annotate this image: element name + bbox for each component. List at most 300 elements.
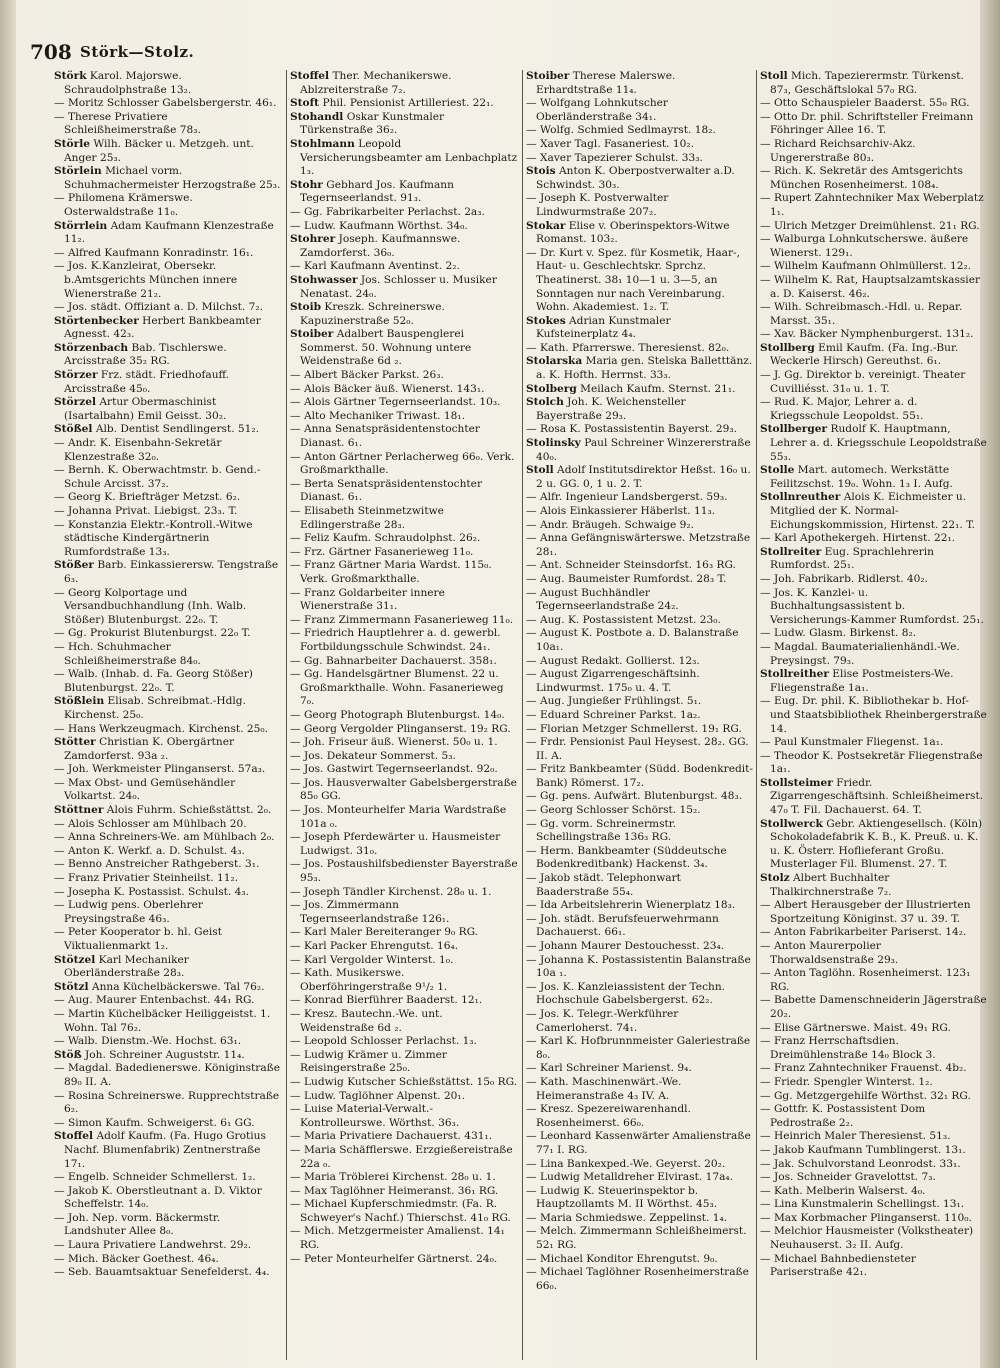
entry-text: — Georg K. Briefträger Metzst. 6₂. <box>54 491 241 504</box>
entry-surname: Stolarska <box>526 355 583 368</box>
entry-text: — Babette Damenschneiderin Jägerstraße 20₂. <box>760 994 987 1020</box>
entry-text: Adalbert Bauspenglerei Sommerst. 50. Wohnung untere Weidenstraße 6d ₂. <box>300 328 472 368</box>
entry-text: — Johann Maurer Destouchesst. 23₄. <box>526 940 725 952</box>
entry-text: Gebhard Jos. Kaufmann Tegernseerlandst. 91₃. <box>300 178 454 205</box>
directory-entry <box>290 1035 518 1049</box>
page-binding-edge <box>0 0 16 1368</box>
entry-text: — Rosina Schreinerswe. Rupprechtstraße 6₂. <box>54 1089 280 1116</box>
directory-entry <box>760 1171 988 1185</box>
column-divider <box>286 70 287 1360</box>
directory-entry <box>760 165 988 192</box>
directory-entry <box>290 587 518 614</box>
entry-text: — Joh. städt. Berufsfeuerwehrmann Dachauerst. 66₁. <box>526 912 719 939</box>
entry-text: — Paul Kunstmaler Fliegenst. 1a₁. <box>760 736 944 749</box>
directory-entry <box>526 1076 754 1103</box>
entry-text: — Walburga Lohnkutscherswe. äußere Wienerst. 129₁. <box>760 233 969 259</box>
entry-text: — Maria Schmiedswe. Zeppelinst. 1₄. <box>526 1211 728 1224</box>
entry-text: — Leopold Schlosser Perlachst. 1₃. <box>290 1035 477 1048</box>
entry-text: — Magdal. Baumaterialienhändl.-We. Preysingst. 79₃. <box>760 640 960 667</box>
entry-text: — Wolfg. Schmied Sedlmayrst. 18₂. <box>526 124 716 137</box>
entry-text: Herbert Bankbeamter Agnesst. 42₃. <box>64 314 261 341</box>
directory-entry <box>760 423 988 464</box>
directory-entry <box>54 1049 282 1063</box>
entry-text: — Aug. K. Postassistent Metzst. 23₀. <box>526 613 721 626</box>
entry-text: — Jos. städt. Offiziant a. D. Milchst. 7₂. <box>54 301 263 314</box>
entry-text: — Dr. Kurt v. Spez. für Kosmetik, Haar-, Haut- u. Geschlechtskr. Sprchz. Theatinerst. 38₁ 10—1 u. 3—5, an Sonntagen nur nach Vereinbarung. Wohn. Akademiest. 1₂. T. <box>526 246 740 314</box>
entry-surname: Stolberg <box>526 382 577 395</box>
directory-entry <box>290 614 518 628</box>
directory-entry <box>760 260 988 274</box>
directory-entry <box>54 668 282 695</box>
directory-entry <box>54 1253 282 1267</box>
entry-text: — Laura Privatiere Landwehrst. 29₂. <box>54 1239 252 1252</box>
entry-text: — Eduard Schreiner Parkst. 1a₂. <box>526 708 701 721</box>
entry-text: — Wolfgang Lohnkutscher Oberländerstraße 34₁. <box>526 97 668 123</box>
entry-text: — Gottfr. K. Postassistent Dom Pedrostraße 2₂. <box>760 1103 926 1129</box>
entry-surname: Stohrer <box>290 233 336 246</box>
directory-entry <box>54 845 282 859</box>
entry-text: — J. Gg. Direktor b. vereinigt. Theater Cuvilliésst. 31₀ u. 1. T. <box>760 369 966 395</box>
entry-text: — Jos. Schneider Gravelottst. 7₃. <box>760 1171 936 1184</box>
directory-entry <box>526 1253 754 1267</box>
entry-text: — Kresz. Bautechn.-We. unt. Weidenstraße 6d ₂. <box>290 1007 443 1034</box>
entry-text: — Michael Bahnbediensteter Pariserstraße 42₁. <box>760 1252 916 1279</box>
directory-entry <box>526 954 754 981</box>
entry-text: — Ida Arbeitslehrerin Wienerplatz 18₃. <box>526 899 736 912</box>
directory-entry <box>526 532 754 559</box>
entry-text: — Xav. Bäcker Nymphenburgerst. 131₂. <box>760 328 974 341</box>
directory-entry <box>760 301 988 328</box>
entry-text: — Albert Bäcker Parkst. 26₃. <box>290 369 444 382</box>
entry-text: — Fritz Bankbeamter (Südd. Bodenkredit-Bank) Römerst. 17₂. <box>526 763 753 789</box>
directory-entry <box>54 777 282 804</box>
entry-text: — Georg Photograph Blutenburgst. 14₀. <box>290 708 505 721</box>
entry-text: — Ludw. Taglöhner Alpenst. 20₁. <box>290 1089 466 1102</box>
directory-entry <box>760 233 988 260</box>
entry-text: — Alois Gärtner Tegernseerlandst. 10₃. <box>290 396 501 409</box>
directory-entry <box>54 587 282 628</box>
entry-text: — Berta Senatspräsidentenstochter Dianast. 6₁. <box>290 477 483 504</box>
directory-entry <box>526 627 754 654</box>
entry-surname: Stoiber <box>290 328 334 341</box>
directory-entry <box>760 777 988 818</box>
directory-entry <box>760 342 988 369</box>
entry-text: Gebr. Aktiengesellsch. (Köln) Schokoladefabrik K. B., K. Preuß. u. K. u. K. Österr. Hoflieferant Großu. Musterlager Fil. Blumenst. 27. T. <box>770 817 983 871</box>
directory-entry <box>760 1225 988 1252</box>
entry-text: — Anton Maurerpolier Thorwaldsenstraße 29₃. <box>760 940 899 966</box>
entry-text: — Karl Vergolder Winterst. 1₀. <box>290 953 454 966</box>
entry-surname: Störrlein <box>54 219 108 232</box>
entry-surname: Störk <box>54 70 87 82</box>
entry-text: — Elisabeth Steinmetzwitwe Edlingerstraße 28₃. <box>290 505 444 531</box>
directory-entry <box>526 1035 754 1062</box>
entry-text: — Peter Monteurhelfer Gärtnerst. 24₀. <box>290 1252 498 1265</box>
directory-entry <box>290 954 518 968</box>
directory-entry <box>760 641 988 668</box>
entry-text: — Wilh. Schreibmasch.-Hdl. u. Repar. Marsst. 35₁. <box>760 301 963 327</box>
directory-entry <box>526 396 754 423</box>
directory-entry <box>526 192 754 219</box>
entry-text: — Jos. Gastwirt Tegernseerlandst. 92₀. <box>290 763 498 776</box>
directory-entry <box>760 369 988 396</box>
entry-text: — Theodor K. Postsekretär Fliegenstraße 1a₁. <box>760 749 983 776</box>
entry-surname: Stollberger <box>760 423 828 436</box>
entry-text: — August Buchhändler Tegernseerlandstraße 24₂. <box>526 586 679 613</box>
column-3 <box>526 70 754 1360</box>
entry-text: — Jakob städt. Telephonwart Baaderstraße 55₄. <box>526 872 681 898</box>
entry-text: — Max Korbmacher Plinganserst. 110₀. <box>760 1211 972 1224</box>
entry-text: — Aug. Jungießer Frühlingst. 5₁. <box>526 695 702 708</box>
entry-text: — Franz Zahntechniker Frauenst. 4b₂. <box>760 1062 967 1075</box>
entry-text: Michael vorm. Schuhmachermeister Herzogstraße 25₃. <box>64 165 281 191</box>
entry-text: — Kath. Melberin Walserst. 4₀. <box>760 1184 926 1197</box>
entry-text: — Maria Schäfflerswe. Erzgießereistraße 22a ₀. <box>290 1143 513 1170</box>
directory-entry <box>760 274 988 301</box>
entry-text: Joh. Schreiner Auguststr. 11₄. <box>85 1048 245 1061</box>
directory-entry <box>290 532 518 546</box>
entry-text: — Jos. Postaushilfsbedienster Bayerstraße 95₃. <box>290 858 518 885</box>
entry-text: — Karl Packer Ehrengutst. 16₄. <box>290 940 459 952</box>
directory-entry <box>290 301 518 328</box>
entry-text: — Engelb. Schneider Schmellerst. 1₂. <box>54 1171 256 1184</box>
directory-entry <box>290 70 518 97</box>
directory-entry <box>54 981 282 995</box>
entry-text: — Ludwig pens. Oberlehrer Preysingstraße 46₃. <box>54 899 203 925</box>
entry-text: Bab. Tischlerswe. Arcisstraße 35₂ RG. <box>64 341 227 368</box>
directory-entry <box>526 723 754 737</box>
entry-surname: Stokar <box>526 219 566 232</box>
entry-text: — Jos. Dekateur Sommerst. 5₃. <box>290 749 456 762</box>
directory-entry <box>526 152 754 166</box>
entry-surname: Stoffel <box>290 70 330 82</box>
directory-entry <box>290 1076 518 1090</box>
directory-entry <box>54 899 282 926</box>
directory-entry <box>54 97 282 111</box>
entry-text: Maria gen. Stelska Balletttänz. a. K. Hofth. Herrnst. 33₃. <box>536 355 753 382</box>
entry-surname: Stohlmann <box>290 137 355 150</box>
directory-entry <box>290 1103 518 1130</box>
directory-entry <box>54 831 282 845</box>
directory-entry <box>290 559 518 586</box>
entry-text: — Joh. Fabrikarb. Ridlerst. 40₂. <box>760 572 929 585</box>
directory-entry <box>290 926 518 940</box>
entry-text: — Kresz. Spezereiwarenhandl. Rosenheimerst. 66₀. <box>526 1103 691 1129</box>
entry-text: — Jos. Hausverwalter Gabelsbergerstraße 85₀ GG. <box>290 776 517 803</box>
directory-entry <box>54 627 282 641</box>
directory-entry <box>290 505 518 532</box>
entry-text: Karol. Majorswe. Schraudolphstraße 13₂. <box>64 70 192 96</box>
entry-text: — Konrad Bierführer Baaderst. 12₁. <box>290 994 483 1007</box>
entry-text: — Heinrich Maler Theresienst. 51₃. <box>760 1130 951 1143</box>
entry-surname: Stollsteimer <box>760 776 833 789</box>
directory-entry <box>54 858 282 872</box>
entry-surname: Stolle <box>760 464 795 477</box>
directory-entry <box>760 220 988 234</box>
entry-text: — Gg. Prokurist Blutenburgst. 22₀ T. <box>54 627 251 640</box>
entry-text: — Georg Schlosser Schörst. 15₂. <box>526 804 701 817</box>
directory-entry <box>54 260 282 301</box>
entry-text: — Gg. Metzgergehilfe Wörthst. 32₁ RG. <box>760 1089 971 1102</box>
directory-entry <box>54 369 282 396</box>
page-number: 708 <box>30 40 72 64</box>
entry-text: Rudolf K. Hauptmann, Lehrer a. d. Kriegsschule Leopoldstraße 55₃. <box>770 423 987 463</box>
directory-entry <box>760 70 988 97</box>
entry-text: Phil. Pensionist Artilleriest. 22₁. <box>322 97 494 110</box>
directory-entry <box>54 491 282 505</box>
entry-text: — Jos. Zimmermann Tegernseerlandstraße 126₁. <box>290 899 450 925</box>
directory-entry <box>760 926 988 940</box>
directory-entry <box>526 1008 754 1035</box>
directory-entry <box>760 1253 988 1280</box>
entry-text: — Otto Dr. phil. Schriftsteller Freimann Föhringer Allee 16. T. <box>760 110 974 137</box>
column-divider <box>756 70 757 1360</box>
directory-entry <box>54 396 282 423</box>
entry-text: Paul Schreiner Winzererstraße 40₀. <box>536 437 751 463</box>
entry-text: Anton K. Oberpostverwalter a.D. Schwindst. 30₃. <box>536 165 735 191</box>
directory-entry <box>290 723 518 737</box>
entry-text: — Ludwig K. Steuerinspektor b. Hauptzollamts M. II Wörthst. 45₃. <box>526 1184 718 1211</box>
entry-text: — Gg. Fabrikarbeiter Perlachst. 2a₃. <box>290 205 485 218</box>
entry-text: — Johanna K. Postassistentin Balanstraße 10a ₁. <box>526 953 751 980</box>
directory-entry <box>54 1212 282 1239</box>
directory-entry <box>760 818 988 872</box>
directory-entry <box>526 1225 754 1252</box>
entry-text: — Kath. Maschinenwärt.-We. Heimeranstraße 4₃ IV. A. <box>526 1075 682 1102</box>
entry-text: Mart. automech. Werkstätte Feilitzschst. 19₀. Wohn. 1₃ I. Aufg. <box>770 464 953 490</box>
entry-text: — Leonhard Kassenwärter Amalienstraße 77₁ I. RG. <box>526 1130 751 1156</box>
directory-entry <box>290 423 518 450</box>
entry-text: — August Zigarrengeschäftsinh. Lindwurmst. 175₀ u. 4. T. <box>526 668 700 694</box>
entry-surname: Störzer <box>54 369 98 382</box>
directory-entry <box>54 505 282 519</box>
entry-text: — Rud. K. Major, Lehrer a. d. Kriegsschule Leopoldst. 55₁. <box>760 396 924 422</box>
directory-entry <box>526 220 754 247</box>
running-head: Störk—Stolz. <box>80 43 195 61</box>
entry-text: Adolf Kaufm. (Fa. Hugo Grotius Nachf. Blumenfabrik) Zentnerstraße 17₁. <box>64 1130 266 1170</box>
directory-entry <box>54 736 282 763</box>
entry-text: Joh. K. Weichensteller Bayerstraße 29₃. <box>536 396 686 422</box>
directory-entry <box>54 1266 282 1280</box>
directory-entry <box>760 967 988 994</box>
entry-text: — Peter Kooperator b. hl. Geist Viktualienmarkt 1₂. <box>54 926 222 952</box>
entry-text: — Lina Bankexped.-We. Geyerst. 20₂. <box>526 1157 726 1170</box>
entry-text: — Franz Privatier Steinheilst. 11₂. <box>54 872 239 885</box>
directory-entry <box>526 668 754 695</box>
directory-entry <box>526 1130 754 1157</box>
directory-entry <box>290 763 518 777</box>
entry-text: — Jos. K. Kanzlei- u. Buchhaltungsassistent b. Versicherungs-Kammer Rumfordst. 25₁. <box>760 586 984 626</box>
entry-surname: Stöttner <box>54 804 104 817</box>
entry-text: — Franz Zimmermann Fasanerieweg 11₀. <box>290 613 514 626</box>
directory-entry <box>526 437 754 464</box>
directory-entry <box>760 940 988 967</box>
entry-text: — Eug. Dr. phil. K. Bibliothekar b. Hof- und Staatsbibliothek Rheinbergerstraße 14. <box>760 695 987 735</box>
entry-text: — Jos. K.Kanzleirat, Obersekr. b.Amtsgerichts München innere Wienerstraße 21₂. <box>54 260 238 300</box>
directory-entry <box>760 899 988 926</box>
entry-text: — Walb. Dienstm.-We. Hochst. 63₁. <box>54 1035 242 1048</box>
entry-surname: Stößlein <box>54 695 105 708</box>
entry-text: — Anna Senatspräsidentenstochter Dianast. 6₁. <box>290 423 480 450</box>
entry-text: — Aug. Baumeister Rumfordst. 28₃ T. <box>526 572 727 585</box>
entry-text: — Albert Herausgeber der Illustrierten Sportzeitung Königinst. 37 u. 39. T. <box>760 899 971 925</box>
directory-entry <box>526 505 754 519</box>
directory-entry <box>290 410 518 424</box>
directory-entry <box>290 831 518 858</box>
directory-entry <box>760 587 988 628</box>
entry-text: — Karl Apothekergeh. Hirtenst. 22₁. <box>760 532 956 545</box>
column-divider <box>522 70 523 1360</box>
entry-text: — Hch. Schuhmacher Schleißheimerstraße 84₀. <box>54 640 201 667</box>
entry-surname: Stollwerck <box>760 817 823 830</box>
entry-text: — Anna Schreiners-We. am Mühlbach 2₀. <box>54 831 275 844</box>
directory-entry <box>760 1198 988 1212</box>
directory-entry <box>760 328 988 342</box>
entry-text: — Ludw. Kaufmann Wörthst. 34₀. <box>290 219 468 232</box>
directory-entry <box>290 858 518 885</box>
directory-entry <box>54 954 282 981</box>
entry-text: — Ludwig Krämer u. Zimmer Reisingerstraße 25₀. <box>290 1048 447 1075</box>
entry-text: — Anton Gärtner Perlacherweg 66₀. Verk. Großmarkthalle. <box>290 450 515 477</box>
directory-entry <box>526 818 754 845</box>
directory-entry <box>54 111 282 138</box>
entry-text: Anna Küchelbäckerswe. Tal 76₂. <box>91 980 265 993</box>
entry-text: Oskar Kunstmaler Türkenstraße 36₂. <box>300 110 445 137</box>
entry-text: Meilach Kaufm. Sternst. 21₁. <box>580 382 736 395</box>
directory-entry <box>54 464 282 491</box>
directory-entry <box>526 491 754 505</box>
directory-entry <box>54 886 282 900</box>
entry-text: — Otto Schauspieler Baaderst. 55₀ RG. <box>760 97 970 110</box>
entry-text: Mich. Tapezierermstr. Türkenst. 87₃, Geschäftslokal 57₀ RG. <box>770 70 964 96</box>
entry-text: Elise Postmeisters-We. Fliegenstraße 1a₁. <box>770 668 954 694</box>
entry-text: — Alois Einkassierer Häberlst. 11₃. <box>526 505 716 517</box>
entry-text: — Johanna Privat. Liebigst. 23₃. T. <box>54 505 238 517</box>
entry-text: — Joh. Werkmeister Plinganserst. 57a₃. <box>54 763 266 776</box>
entry-text: — Max Taglöhner Heimeranst. 36₁ RG. <box>290 1184 499 1197</box>
entry-text: Leopold Versicherungsbeamter am Lenbachplatz 1₃. <box>300 137 518 178</box>
entry-surname: Stoiber <box>526 70 570 82</box>
entry-surname: Stollreither <box>760 668 829 681</box>
directory-entry <box>760 1035 988 1062</box>
entry-surname: Stolz <box>760 872 790 885</box>
entry-text: Christian K. Obergärtner Zamdorferst. 93a ₂. <box>64 736 235 762</box>
entry-text: — Alto Mechaniker Triwast. 18₁. <box>290 409 465 422</box>
entry-text: — Friedrich Hauptlehrer a. d. gewerbl. Fortbildungsschule Schwindst. 24₁. <box>290 627 501 653</box>
entry-surname: Stohr <box>290 178 323 191</box>
directory-entry <box>526 342 754 356</box>
directory-entry <box>54 872 282 886</box>
directory-entry <box>54 723 282 737</box>
directory-entry <box>54 695 282 722</box>
entry-text: Alois K. Eichmeister u. Mitglied der K. Normal-Eichungskommission, Hirtenst. 22₁. T. <box>770 491 976 531</box>
directory-entry <box>290 396 518 410</box>
entry-text: — Melch. Zimmermann Schleißheimerst. 52₁ RG. <box>526 1225 747 1252</box>
entry-text: — Ludw. Glasm. Birkenst. 8₂. <box>760 627 917 640</box>
directory-entry <box>290 546 518 560</box>
directory-entry <box>54 315 282 342</box>
directory-entry <box>760 1185 988 1199</box>
entry-text: — Ant. Schneider Steinsdorfst. 16₃ RG. <box>526 559 736 572</box>
entry-text: — Frdr. Pensionist Paul Heysest. 28₂. GG. II. A. <box>526 736 749 762</box>
directory-entry <box>760 396 988 423</box>
directory-entry <box>760 1212 988 1226</box>
entry-text: — Xaver Tapezierer Schulst. 33₃. <box>526 151 703 164</box>
directory-entry <box>290 886 518 900</box>
directory-entry <box>54 192 282 219</box>
directory-entry <box>760 573 988 587</box>
entry-text: Kreszk. Schreinerswe. Kapuzinerstraße 52₀. <box>300 301 445 327</box>
directory-entry <box>290 1130 518 1144</box>
directory-entry <box>760 1144 988 1158</box>
entry-text: — Jos. K. Telegr.-Werkführer Camerloherst. 74₁. <box>526 1007 679 1034</box>
directory-entry <box>526 70 754 97</box>
page-header <box>30 40 990 68</box>
directory-entry <box>526 940 754 954</box>
entry-text: — Michael Kupferschmiedmstr. (Fa. R. Schweyer's Nachf.) Thierschst. 41₀ RG. <box>290 1198 511 1224</box>
entry-surname: Stötzel <box>54 953 96 966</box>
entry-text: Therese Malerswe. Erhardtstraße 11₄. <box>536 70 676 96</box>
entry-text: — Alfred Kaufmann Konradinstr. 16₁. <box>54 246 254 259</box>
entry-text: Wilh. Bäcker u. Metzgeh. unt. Anger 25₃. <box>64 137 254 164</box>
directory-entry <box>760 464 988 491</box>
entry-surname: Stoll <box>760 70 788 82</box>
entry-text: — Martin Küchelbäcker Heiliggeistst. 1. Wohn. Tal 76₂. <box>54 1007 271 1034</box>
entry-text: Friedr. Zigarrengeschäftsinh. Schleißheimerst. 47₀ T. Fil. Dachauerst. 64. T. <box>770 776 984 817</box>
directory-entry <box>526 1266 754 1293</box>
directory-entry <box>290 1253 518 1267</box>
entry-text: — Richard Reichsarchiv-Akz. Ungererstraße 80₃. <box>760 137 916 164</box>
directory-entry <box>760 491 988 532</box>
directory-entry <box>526 614 754 628</box>
directory-entry <box>54 301 282 315</box>
directory-entry <box>526 97 754 124</box>
directory-entry <box>526 981 754 1008</box>
directory-entry <box>54 926 282 953</box>
directory-entry <box>526 899 754 913</box>
entry-text: — Gg. Bahnarbeiter Dachauerst. 358₁. <box>290 654 497 667</box>
directory-entry <box>526 790 754 804</box>
entry-surname: Stollberg <box>760 341 815 354</box>
entry-surname: Störzenbach <box>54 341 129 354</box>
directory-entry <box>290 709 518 723</box>
directory-entry <box>760 1158 988 1172</box>
directory-entry <box>526 913 754 940</box>
directory-entry <box>290 1198 518 1225</box>
entry-surname: Stollreiter <box>760 545 822 558</box>
entry-text: Ther. Mechanikerswe. Ablzreiterstraße 7₂. <box>300 70 452 96</box>
directory-entry <box>290 736 518 750</box>
entry-text: — Wilhelm K. Rat, Hauptsalzamtskassier a. D. Kaiserst. 46₂. <box>760 273 981 300</box>
entry-text: — Frz. Gärtner Fasanerieweg 11₀. <box>290 545 474 558</box>
entry-text: — Gg. Handelsgärtner Blumenst. 22 u. Großmarkthalle. Wohn. Fasanerieweg 7₀. <box>290 668 504 708</box>
directory-entry <box>54 763 282 777</box>
directory-entry <box>290 1225 518 1252</box>
directory-entry <box>290 179 518 206</box>
entry-surname: Stötter <box>54 736 96 749</box>
directory-entry <box>290 668 518 709</box>
directory-entry <box>54 1171 282 1185</box>
directory-entry <box>54 804 282 818</box>
directory-entry <box>526 1103 754 1130</box>
entry-text: — Franz Goldarbeiter innere Wienerstraße 31₁. <box>290 586 445 613</box>
entry-text: Barb. Einkassierersw. Tengstraße 6₃. <box>64 559 279 585</box>
directory-entry <box>290 478 518 505</box>
directory-entry <box>54 165 282 192</box>
directory-entry <box>760 546 988 573</box>
directory-entry <box>290 383 518 397</box>
entry-text: — Georg Kolportage und Versandbuchhandlung (Inh. Walb. Stößer) Blutenburgst. 22₀. T. <box>54 586 247 626</box>
entry-text: — Karl Schreiner Marienst. 9₄. <box>526 1062 692 1075</box>
